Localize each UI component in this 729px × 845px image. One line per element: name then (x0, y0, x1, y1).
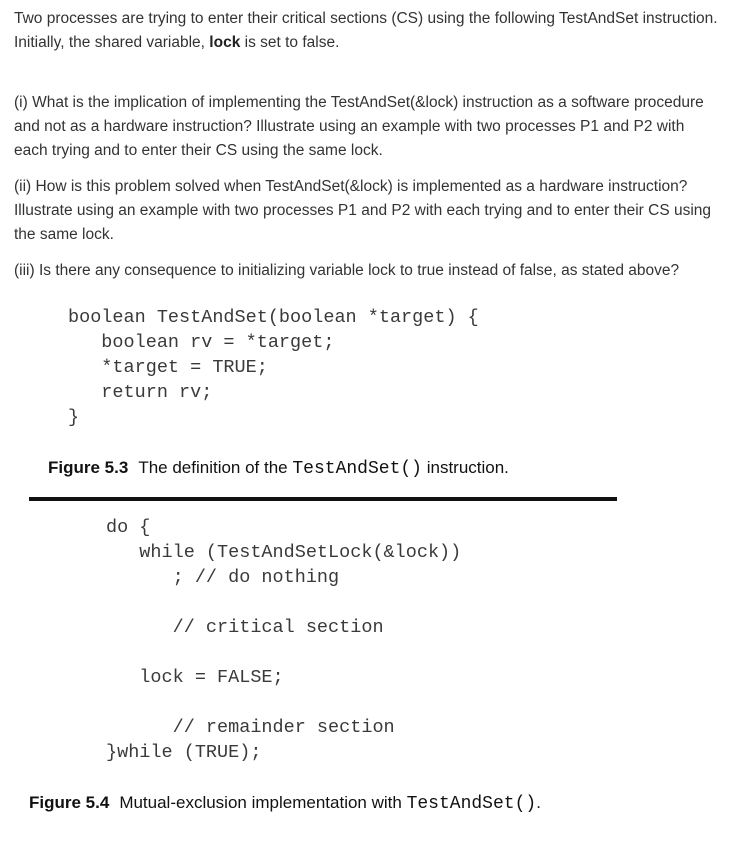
figure-5-3-caption (48, 458, 509, 479)
figure-5-4-code: do { while (TestAndSetLock(&lock)) ; // do nothing // critical section lock = FALSE; // remainder section }while (TRUE); (106, 517, 462, 763)
question-intro (14, 7, 719, 55)
figure-5-3-label: Figure 5.3 (48, 458, 129, 477)
intro-text-end: is set to false. (240, 34, 340, 51)
figure-5-3-caption-text: The definition of the (138, 458, 293, 477)
question-part-iii: (iii) Is there any consequence to initializing variable lock to true instead of false, as stated above? (14, 262, 680, 279)
figure-5-4-caption-end: . (536, 793, 541, 812)
figure-5-4-caption (29, 793, 541, 814)
intro-text: Two processes are trying to enter their critical sections (CS) using the following TestAndSet instruction. Initially, the shared variable, (14, 10, 718, 51)
question-part-i: (i) What is the implication of implementing the TestAndSet(&lock) instruction as a software procedure and not as a hardware instruction? Illustrate using an example with two processes P1 and P2 with each trying and to enter their CS using the same lock. (14, 94, 704, 159)
figure-5-4-caption-text: Mutual-exclusion implementation with (119, 793, 407, 812)
figure-divider (29, 497, 617, 501)
figure-5-3-caption-end: instruction. (421, 458, 509, 477)
figure-5-3-code: boolean TestAndSet(boolean *target) { boolean rv = *target; *target = TRUE; return rv; } (68, 307, 479, 428)
question-part-ii: (ii) How is this problem solved when TestAndSet(&lock) is implemented as a hardware instruction? Illustrate using an example with two processes P1 and P2 with each trying and to enter their CS using the same lock. (14, 178, 712, 243)
figure-5-4-caption-code: TestAndSet() (406, 794, 537, 814)
intro-bold-term: lock (209, 34, 241, 51)
figure-5-3-caption-code: TestAndSet() (292, 459, 422, 479)
figure-5-4-label: Figure 5.4 (29, 793, 110, 812)
